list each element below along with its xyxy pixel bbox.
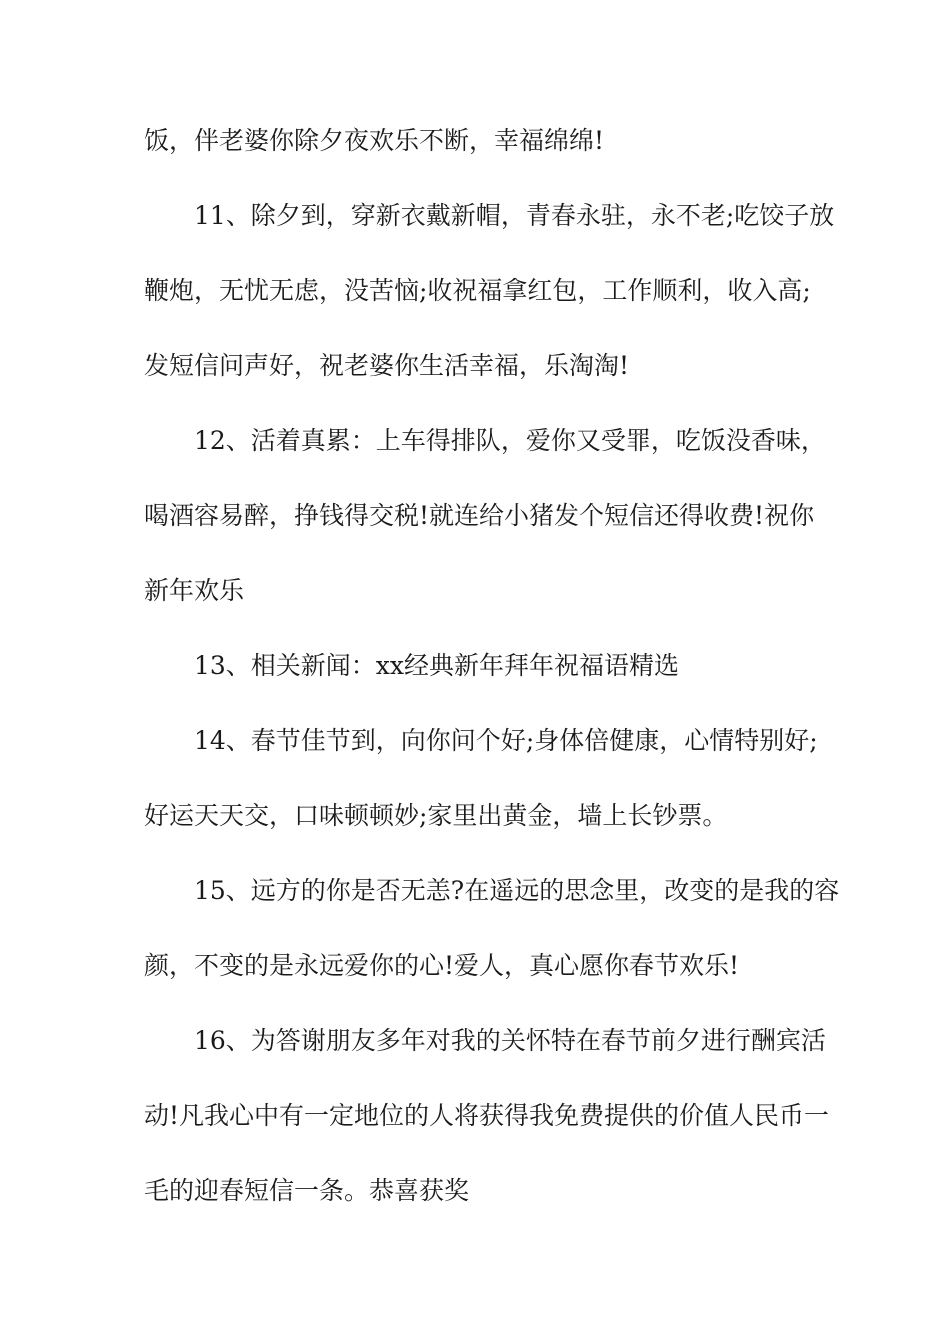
paragraph-line: 14、春节佳节到，向你问个好;身体倍健康，心情特别好; <box>194 726 818 755</box>
paragraph-line: 发短信问声好，祝老婆你生活幸福，乐淘淘! <box>144 351 630 380</box>
paragraph-line: 饭，伴老婆你除夕夜欢乐不断，幸福绵绵! <box>144 126 605 155</box>
paragraph-line: 新年欢乐 <box>144 576 245 605</box>
paragraph-line: 12、活着真累：上车得排队，爱你又受罪，吃饭没香味， <box>194 426 826 455</box>
paragraph-line: 16、为答谢朋友多年对我的关怀特在春节前夕进行酬宾活 <box>194 1026 826 1055</box>
paragraph-line: 动!凡我心中有一定地位的人将获得我免费提供的价值人民币一 <box>144 1101 830 1130</box>
paragraph-line: 11、除夕到，穿新衣戴新帽，青春永驻，永不老;吃饺子放 <box>194 201 835 230</box>
paragraph-line: 15、远方的你是否无恙?在遥远的思念里，改变的是我的容 <box>194 876 840 905</box>
document-body <box>144 126 840 1205</box>
paragraph-line: 毛的迎春短信一条。恭喜获奖 <box>144 1176 470 1205</box>
paragraph-line: 喝酒容易醉，挣钱得交税!就连给小猪发个短信还得收费!祝你 <box>144 501 815 530</box>
paragraph-line: 颜，不变的是永远爱你的心!爱人，真心愿你春节欢乐! <box>144 951 740 980</box>
paragraph-line: 鞭炮，无忧无虑，没苦恼;收祝福拿红包，工作顺利，收入高; <box>144 276 811 305</box>
paragraph-line: 好运天天交，口味顿顿妙;家里出黄金，墙上长钞票。 <box>144 801 728 830</box>
paragraph-line: 13、相关新闻：xx经典新年拜年祝福语精选 <box>194 651 680 680</box>
